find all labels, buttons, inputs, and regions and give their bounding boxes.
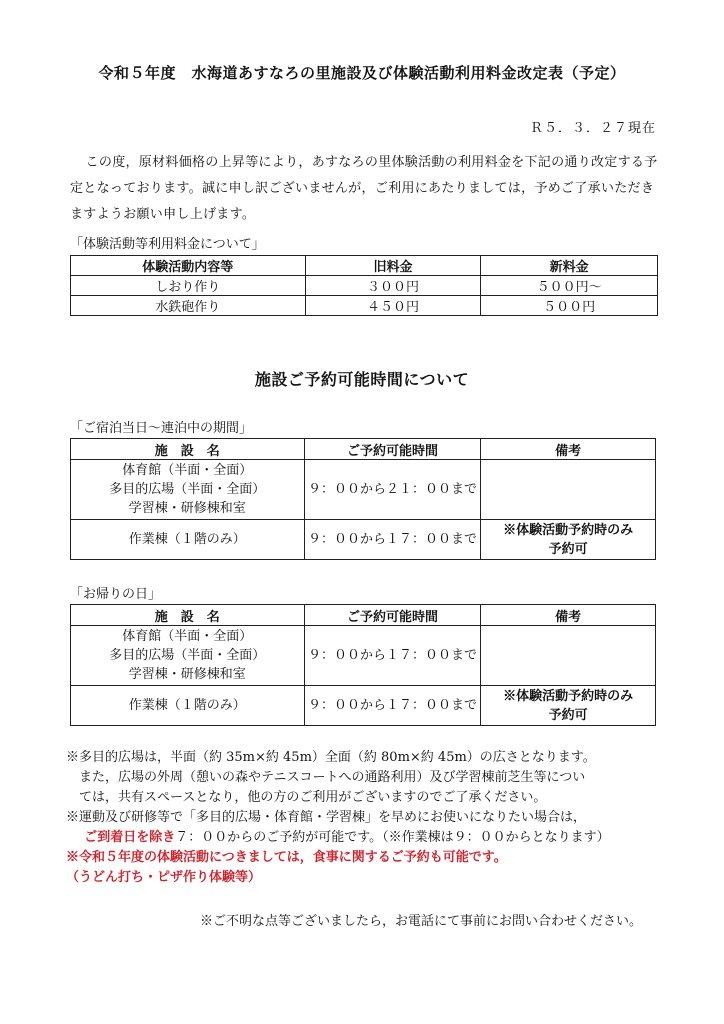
stay-table <box>70 438 656 560</box>
fee-header-old: 旧料金 <box>305 256 481 276</box>
facility-name: 多目的広場（半面・全面） <box>109 648 266 663</box>
facility-name: 学習棟・研修棟和室 <box>128 667 246 682</box>
table-row <box>71 276 658 296</box>
note-line: また，広場の外周（憩いの森やテニスコートへの通路利用）及び学習棟前芝生等につい <box>79 770 586 785</box>
fee-activity: しおり作り <box>71 276 306 296</box>
facility-name: 体育館（半面・全面） <box>122 629 253 644</box>
facility-cell <box>71 460 305 520</box>
header-time: ご予約可能時間 <box>304 605 481 626</box>
time-cell: ９：００から１７：００まで <box>304 520 481 560</box>
fee-table <box>70 255 658 316</box>
note-cell <box>481 686 656 726</box>
note-cell <box>481 460 656 520</box>
fee-new: ５００円～ <box>481 276 658 296</box>
table-row <box>71 686 656 726</box>
note-line: 予約可 <box>548 541 588 557</box>
fee-table-header <box>71 256 658 276</box>
document-title: 令和５年度 水海道あすなろの里施設及び体験活動利用料金改定表（予定） <box>98 64 626 82</box>
document-date: Ｒ５．３．２７現在 <box>529 121 656 136</box>
note-line: ては，共有スペースとなり，他の方のご利用がございますのでご了承ください。 <box>79 790 547 805</box>
fee-table-label: 「体験活動等利用料金について」 <box>70 237 265 252</box>
note-line <box>66 828 666 848</box>
header-facility: 施 設 名 <box>71 605 305 626</box>
facility-cell <box>71 686 305 726</box>
note-line: ※多目的広場は，半面（約 35m×約 45m）全面（約 80m×約 45m）の広さとなります。 <box>66 750 596 765</box>
stay-table-header <box>71 439 656 460</box>
note-line: 予約可 <box>548 707 588 723</box>
table-row <box>71 520 656 560</box>
return-table <box>70 604 656 726</box>
fee-new: ５００円 <box>481 296 658 316</box>
facility-name: 学習棟・研修棟和室 <box>128 501 246 516</box>
header-time: ご予約可能時間 <box>304 439 481 460</box>
header-note: 備考 <box>481 439 656 460</box>
note-cell <box>481 626 656 686</box>
table-row <box>71 460 656 520</box>
note-line: ※運動及び研修等で「多目的広場・体育館・学習棟」を早めにお使いになりたい場合は， <box>66 810 587 825</box>
facility-cell <box>71 520 305 560</box>
time-cell: ９：００から１７：００まで <box>304 626 481 686</box>
contact-note: ※ご不明な点等ございましたら，お電話にて事前にお問い合わせください。 <box>199 914 642 929</box>
intro-paragraph <box>70 150 660 228</box>
note-line: ※体験活動予約時のみ <box>503 688 634 704</box>
fee-header-content: 体験活動内容等 <box>71 256 306 276</box>
facility-cell <box>71 626 305 686</box>
fee-old: ３００円 <box>305 276 481 296</box>
note-line-red: ※令和５年度の体験活動につきましては，食事に関するご予約も可能です。 <box>66 850 507 865</box>
note-cell <box>481 520 656 560</box>
facility-name: 作業棟（１階のみ） <box>128 698 246 713</box>
note-line-red: （うどん打ち・ピザ作り体験等） <box>66 870 262 885</box>
header-note: 備考 <box>481 605 656 626</box>
time-cell: ９：００から２１：００まで <box>304 460 481 520</box>
notes-block <box>66 748 666 888</box>
stay-table-label: 「ご宿泊当日～連泊中の期間」 <box>70 421 253 436</box>
note-emphasis: ご到着日を除き <box>84 830 176 845</box>
fee-header-new: 新料金 <box>481 256 658 276</box>
fee-old: ４５０円 <box>305 296 481 316</box>
return-table-header <box>71 605 656 626</box>
table-row <box>71 626 656 686</box>
section-title: 施設ご予約可能時間について <box>254 370 470 389</box>
fee-activity: 水鉄砲作り <box>71 296 306 316</box>
return-table-label: 「お帰りの日」 <box>70 587 162 602</box>
time-cell: ９：００から１７：００まで <box>304 686 481 726</box>
facility-name: 体育館（半面・全面） <box>122 463 253 478</box>
facility-name: 作業棟（１階のみ） <box>128 532 246 547</box>
note-text: ７：００からのご予約が可能です。（※作業棟は９：００からとなります） <box>175 830 610 845</box>
note-line: ※体験活動予約時のみ <box>503 522 634 538</box>
intro-text: この度，原材料価格の上昇等により，あすなろの里体験活動の利用料金を下記の通り改定する予定となっております。誠に申し訳ございませんが，ご利用にあたりましては，予めご了承いただきますようお願い申し上げます。 <box>70 155 658 222</box>
table-row <box>71 296 658 316</box>
header-facility: 施 設 名 <box>71 439 305 460</box>
facility-name: 多目的広場（半面・全面） <box>109 482 266 497</box>
